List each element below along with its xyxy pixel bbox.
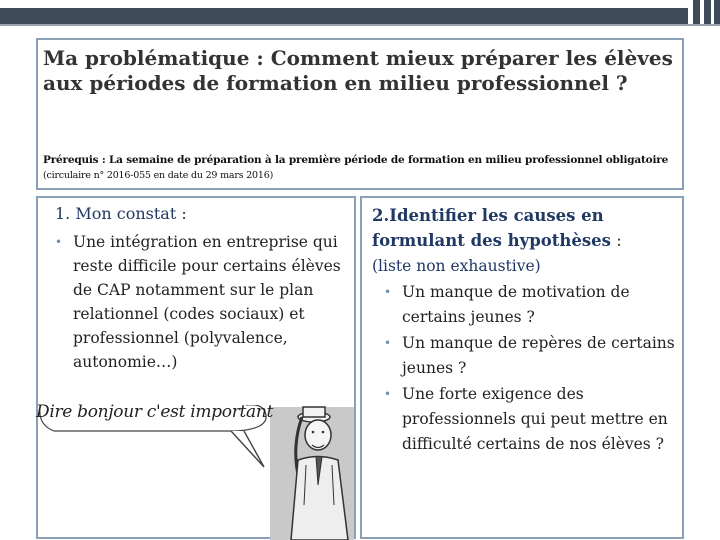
constat-heading [55, 203, 345, 225]
bullet-dot-icon: • [384, 336, 392, 350]
list-item [55, 230, 353, 374]
list-item [384, 331, 677, 381]
hypotheses-heading-label: 2.Identifier les causes en formulant des hypothèses [372, 206, 611, 250]
slide-title: Ma problématique : Comment mieux préparer les élèves aux périodes de formation en milieu professionnel ? [43, 46, 673, 95]
constat-heading-label: 1. Mon constat [55, 204, 177, 223]
header-block-3 [714, 0, 720, 24]
hypotheses-heading-colon: : [610, 231, 622, 250]
man-raising-hat-illustration [36, 405, 356, 540]
list-item-text: Un manque de repères de certains jeunes ? [402, 334, 675, 377]
prerequisite-circular: (circulaire n° 2016-055 en date du 29 mars 2016) [43, 170, 274, 181]
bullet-dot-icon: • [384, 285, 392, 299]
header-rule [0, 24, 720, 26]
constat-list [55, 230, 353, 374]
list-item-text: Une forte exigence des professionnels qui peut mettre en difficulté certains de nos élèves ? [402, 385, 668, 453]
list-item [384, 280, 677, 330]
list-item-text: Une intégration en entreprise qui reste difficile pour certains élèves de CAP notamment sur le plan relationnel (codes sociaux) et professionnel (polyvalence, autonomie…) [73, 233, 341, 371]
constat-heading-colon: : [176, 204, 187, 223]
header-dark-band [0, 8, 688, 24]
hypotheses-list [384, 280, 677, 458]
list-item [384, 382, 677, 457]
bullet-dot-icon: • [55, 235, 63, 249]
prerequisite-bold: Prérequis : La semaine de préparation à la première période de formation en milieu professionnel obligatoire [43, 154, 669, 166]
prerequisite-note [43, 153, 673, 183]
bullet-dot-icon: • [384, 387, 392, 401]
speech-bubble-text: Dire bonjour c'est important [36, 402, 274, 422]
hypotheses-heading [372, 203, 677, 253]
list-item-text: Un manque de motivation de certains jeunes ? [402, 283, 630, 326]
top-header-bar [0, 0, 720, 24]
hypotheses-note: (liste non exhaustive) [372, 257, 541, 275]
header-block-1 [693, 0, 700, 24]
header-block-2 [704, 0, 711, 24]
